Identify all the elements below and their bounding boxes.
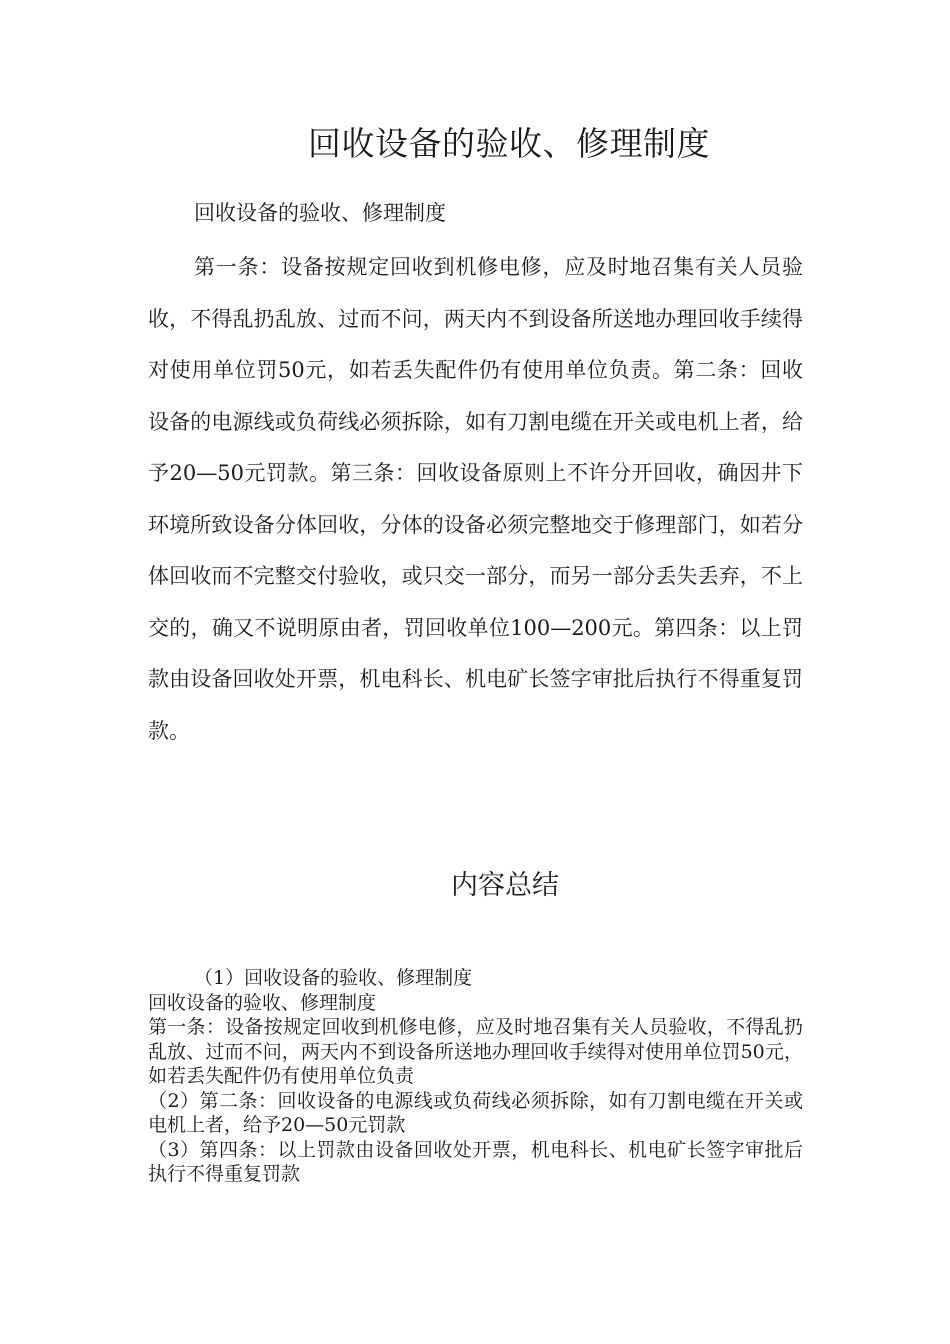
summary-title: 内容总结 bbox=[451, 870, 559, 901]
summary-line: 回收设备的验收、修理制度 bbox=[148, 991, 377, 1014]
document-subtitle: 回收设备的验收、修理制度 bbox=[194, 201, 446, 225]
summary-line: （3）第四条：以上罚款由设备回收处开票，机电科长、机电矿长签字审批后执行不得重复罚款 bbox=[148, 1138, 803, 1185]
document-title: 回收设备的验收、修理制度 bbox=[308, 124, 710, 163]
summary-line: 第一条：设备按规定回收到机修电修，应及时地召集有关人员验收，不得乱扔乱放、过而不问，两天内不到设备所送地办理回收手续得对使用单位罚50元，如若丢失配件仍有使用单位负责 bbox=[148, 1016, 803, 1087]
summary-line: （2）第二条：回收设备的电源线或负荷线必须拆除，如有刀割电缆在开关或电机上者，给予20—50元罚款 bbox=[148, 1089, 803, 1136]
summary-section bbox=[148, 966, 803, 1187]
document-body-paragraph: 第一条：设备按规定回收到机修电修，应及时地召集有关人员验收，不得乱扔乱放、过而不问，两天内不到设备所送地办理回收手续得对使用单位罚50元，如若丢失配件仍有使用单位负责。第二条：回收设备的电源线或负荷线必须拆除，如有刀割电缆在开关或电机上者，给予20—50元罚款。第三条：回收设备原则上不许分开回收，确因井下环境所致设备分体回收，分体的设备必须完整地交于修理部门，如若分体回收而不完整交付验收，或只交一部分，而另一部分丢失丢弃，不上交的，确又不说明原由者，罚回收单位100—200元。第四条：以上罚款由设备回收处开票，机电科长、机电矿长签字审批后执行不得重复罚款。 bbox=[148, 255, 803, 743]
summary-line: （1）回收设备的验收、修理制度 bbox=[194, 967, 473, 989]
